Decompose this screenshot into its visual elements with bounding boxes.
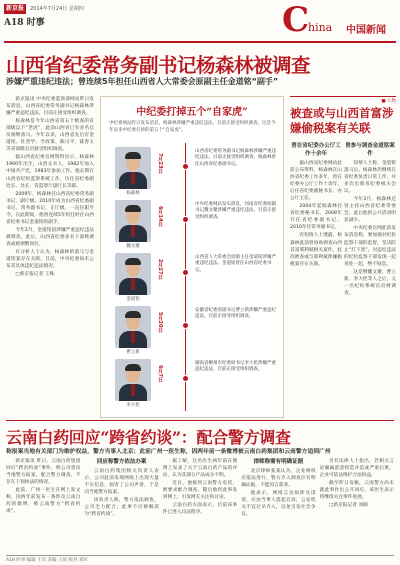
second-story-paragraph: 该负责人称，警方依法调查，公司全力配合，此事不应被解读为“跨省约谈”。 (84, 497, 159, 517)
section-divider (6, 420, 394, 421)
lead-paragraph: 今年2月，金道铭因涉嫌严重违纪违法被调查。此后，山西省纪委多名干部被调查或被调整岗位。 (6, 227, 94, 247)
lead-paragraph: 有分析人士认为，杨森林的落马与金道铭案存在关联。目前，中央纪委尚未公布其具体违纪违法情况。 (6, 249, 94, 270)
second-story-paragraph: 据了解，这名医生两年前在微博上发表了关于云南白药产品的评论，认为其部分产品成分不明。 (162, 459, 238, 479)
official-portrait (115, 306, 151, 348)
official-name: 李大伦 (126, 403, 140, 408)
column-subhead: 律师称需有明确证据 (253, 459, 304, 465)
brand-initial: C (282, 0, 310, 40)
second-story-column (320, 458, 394, 552)
timeline-entry (101, 198, 285, 250)
issue-date: 2014年7月24日 星期四 (30, 6, 84, 12)
second-subhead: 称报案当地有关部门为维护权益，警方当事人北京；此前广州一医生称，因两年前一条微博被云南白药集团和云南警方追到广州 (6, 449, 331, 455)
official-portrait (115, 359, 151, 401)
side-paragraph: 2004年起杨森林任省纪委秘书长，2008年升任省纪委副书记，2010年任常务副书记。 (290, 204, 342, 231)
official-portrait (115, 200, 151, 242)
timeline-date: 5月20日 (157, 312, 163, 333)
second-story-column (6, 458, 80, 552)
second-story-paragraph: 截至昨日发稿，云南警方尚未就此事作出公开回应。该医生表示将继续关注事件进展。 (319, 481, 394, 501)
second-story-paragraph: 近日，他接到云南警方电话，被要求配合调查。随后他将此事发到网上，引发网友关注和讨论。 (162, 481, 238, 501)
lead-subhead: 涉嫌严重违纪违法；曾连续5年担任山西省人大常委会原副主任金道铭“副手” (6, 77, 279, 86)
second-story-paragraph: 新京报讯 昨日，云南白药集团回应“跨省约谈”事件，称公司曾向当地警方报案，配合警方调查，不存在干预执法的情况。 (6, 459, 81, 486)
lead-body (6, 96, 94, 418)
official-portrait (115, 147, 151, 189)
second-headline: 云南白药回应“跨省约谈”：配合警方调查 (6, 428, 291, 447)
newspaper-logo: 新京报 (5, 5, 24, 12)
official-name: 杨森林 (126, 191, 140, 196)
timeline-entry (101, 145, 285, 197)
side-subhead-1: 曾在省纪委办公厅工作十余年 (291, 143, 341, 157)
column-subhead: 回应称警方依法办案 (96, 459, 147, 465)
timeline-dot (182, 375, 189, 382)
timeline-dot (182, 322, 189, 329)
side-paragraph: 知情人士称，金道铭落马后，杨森林仍继续在省纪委负责日常工作，并多次出席省纪委相关会议。 (344, 161, 396, 195)
second-story-paragraph: □新京报记者 刘刚 (328, 503, 368, 509)
lead-paragraph: □新京报记者 王姝 (15, 272, 55, 278)
header-rule (4, 41, 396, 43)
timeline-dot (182, 216, 189, 223)
second-story-column (241, 458, 315, 552)
timeline-box (100, 96, 284, 418)
page-footer: A18 时事 编辑 王军 美编 王瑶 校对 刘军 (6, 555, 394, 563)
timeline-date: 6月14日 (157, 206, 163, 227)
second-story-paragraph: 此前，广州一医生在网上发文称，因两年前发布一条涉及云南白药的微博，被云南警方“跨省约谈”。 (6, 488, 81, 515)
second-story-paragraph: 云南白药方面表示，目前该事件已进入司法程序。 (162, 503, 238, 516)
timeline-title: 中纪委打掉五个“自家虎” (136, 107, 248, 118)
timeline-entry (101, 304, 285, 356)
side-paragraph: 今年3月，杨森林还曾主持山西省纪委常委会。此后他的公开活动明显减少。 (344, 197, 396, 224)
side-paragraph: 这是继魏文聚、曹立新、李大伦等人之后，又一名纪检系统官员被调查。 (344, 269, 396, 296)
lead-headline: 山西省纪委常务副书记杨森林被调查 (6, 54, 311, 77)
timeline-entry (101, 357, 285, 409)
second-story-paragraph: 云南白药集团相关负责人表示，公司此前发现网络上出现大量不实信息，损害了公司声誉，于是向当地警方报案。 (84, 468, 159, 495)
timeline-entry (101, 251, 285, 303)
second-story-column (84, 458, 158, 552)
lead-paragraph: 杨森林是今年山西省第五个被查的省部级以下“老虎”，此前山西省已有多名官员相继落马。今年以来，山西省先后有金道铭、杜善学、令政策、陈川平、聂春玉等省部级官员接受组织调查。 (6, 119, 94, 153)
timeline-text: 山西省纪委常务副书记杨森林涉嫌严重违纪违法，目前正接受组织调查。杨森林曾任山西省纪委副书记。 (195, 149, 276, 167)
timeline-text: 安徽省纪委原副书记曹立新涉嫌严重违纪违法，目前正接受组织调查。 (195, 308, 276, 320)
timeline-text: 湖南省郴州市纪委原书记李大伦涉嫌严重违纪违法，目前正接受组织调查。 (195, 361, 276, 373)
official-portrait (115, 253, 151, 295)
side-body-1 (290, 160, 342, 418)
second-story-paragraph: 北京律师张某认为，企业维权应依法进行，警方介入调查应有明确证据，不能因言获罪。 (241, 468, 316, 488)
side-subhead-2: 曾参与调查金道铭案件 (345, 143, 395, 157)
side-body-2 (344, 160, 396, 418)
section-brand (282, 0, 394, 41)
timeline-dot (182, 269, 189, 276)
second-story-paragraph: 他表示，网络言论如涉及诽谤，应由当事人提起自诉，公安机关不宜过早介入，以免引发社会争议。 (241, 490, 316, 517)
timeline-date: 7月23日 (157, 153, 163, 174)
side-paragraph: 据山西省纪委网站此前公布资料，杨森林在山西省纪委工作多年，曾在纪委办公厅工作十余年，后任省纪委副秘书长、办公厅主任。 (290, 161, 342, 202)
section-tag (4, 15, 45, 28)
section-name: 时事 (26, 18, 45, 28)
lead-paragraph: 2009年，杨森林任山西省纪委常务副书记，副厅级。2010年成为山西省纪委副书记、常务副书记，正厅级，一直任职至今。在此期间，他曾连续5年担任时任山西省纪委书记金道铭的副手。 (6, 191, 94, 225)
brand-english: hina (308, 21, 333, 34)
timeline-text: 中央纪委网站发布消息，河南省纪委原副书记魏文聚涉嫌严重违纪违法，目前正接受组织调查。 (195, 202, 276, 220)
lead-paragraph: 新京报讯 中央纪委监察部网站昨日发布消息，山西省纪委常务副书记杨森林涉嫌严重违纪违法，目前正接受组织调查。 (6, 97, 94, 117)
lead-paragraph: 据山西省纪委官网资料显示，杨森林1960年出生，山西文水人，1982年加入中国共产党，1983年参加工作。他长期在山西省纪检监察系统工作，历任省纪委副处长、处长、省监察厅副厅长等职。 (6, 155, 94, 189)
timeline-intro: 中纪委网站昨日发布消息，杨森林涉嫌严重违纪违法，目前正接受组织调查。这是今年以来中纪委打掉的第五个“自家虎”。 (109, 121, 276, 133)
timeline-date: 2月27日 (157, 259, 163, 280)
official-name: 曹立新 (126, 350, 140, 355)
brand-chinese: 中国新闻 (346, 25, 386, 36)
official-name: 金道铭 (126, 297, 140, 302)
second-story-column (163, 458, 237, 552)
side-paragraph: 中央纪委官网此前发布消息称，要加强对纪检监察干部的监督，坚决防止“灯下黑”，对违纪违法的纪检监察干部发现一起查处一起，绝不姑息。 (344, 226, 396, 267)
side-paragraph: 有知情人士透露，杨森林此前曾协助调查山西首富邢利斌相关案件，此次被查或与邢利斌涉嫌偷税案存在关联。 (290, 233, 342, 267)
official-name: 魏文聚 (126, 244, 140, 249)
timeline-text: 山西省人大常委会原副主任金道铭涉嫌严重违纪违法。金道铭曾任山西省纪委书记。 (195, 255, 276, 273)
side-story (290, 96, 396, 418)
side-label: ■ 人物 (381, 99, 396, 104)
side-headline: 被查或与山西首富涉嫌偷税案有关联 (290, 106, 394, 135)
timeline-date: 6月7日 (157, 365, 163, 382)
timeline-dot (182, 163, 189, 170)
section-code: A18 (4, 18, 24, 28)
side-rule (290, 96, 396, 97)
page-header (4, 0, 396, 49)
second-story-paragraph: 另有法律人士指出，若相关言论确属恶意捏造并造成严重后果，企业可依法维护合法权益。 (319, 459, 394, 479)
